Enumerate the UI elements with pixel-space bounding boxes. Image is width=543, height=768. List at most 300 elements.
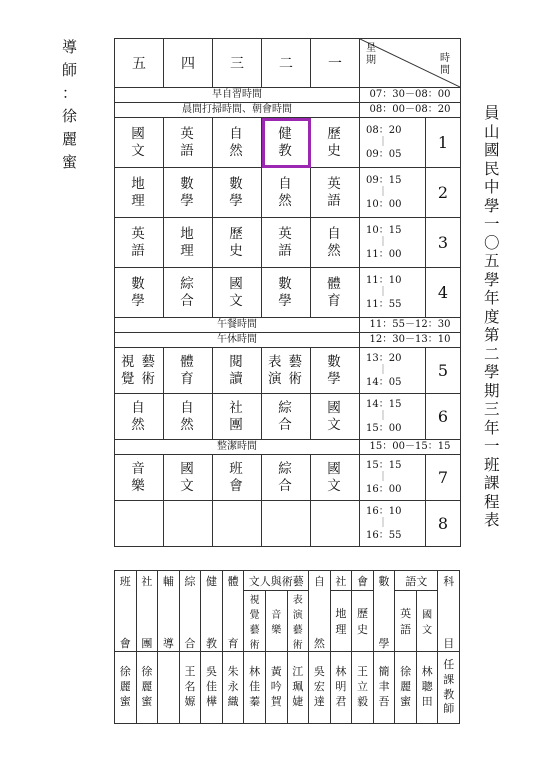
subject-char: 語 bbox=[278, 242, 294, 259]
band-morning-clean: 晨間打掃時間、朝會時間 08：00－08：20 bbox=[115, 103, 461, 118]
day-header-thu: 四 bbox=[164, 39, 213, 88]
teacher-char: 麗 bbox=[141, 680, 153, 694]
teacher-char: 徐 bbox=[119, 665, 131, 679]
teacher-name bbox=[438, 652, 460, 724]
homeroom-teacher-label bbox=[62, 40, 77, 178]
period-row-2 bbox=[115, 168, 461, 218]
teacher-name bbox=[244, 652, 266, 724]
subject-char: 學 bbox=[180, 192, 196, 209]
subject-char: 數 bbox=[180, 175, 196, 192]
vertical-char: 音 bbox=[271, 610, 282, 621]
schedule-cell bbox=[311, 348, 360, 394]
period-end: 14：05 bbox=[366, 376, 402, 388]
title-char: ： bbox=[62, 84, 78, 102]
subject-char: 合 bbox=[278, 477, 294, 494]
subject-char: 史 bbox=[229, 242, 245, 259]
subject-group bbox=[330, 571, 352, 591]
subject-group-label: 會 bbox=[356, 574, 368, 588]
teacher-name bbox=[136, 652, 158, 724]
title-char: 五 bbox=[484, 252, 500, 270]
teacher-char: 婕 bbox=[292, 694, 304, 708]
subject-char: 讀 bbox=[229, 370, 245, 387]
vertical-char: 地 bbox=[335, 607, 347, 620]
teacher-name bbox=[115, 652, 137, 724]
period-start: 13：20 bbox=[366, 352, 402, 364]
teacher-char: 名 bbox=[184, 680, 196, 694]
schedule-cell bbox=[311, 501, 360, 547]
subject-char: 視 bbox=[121, 353, 137, 370]
teacher-char: 師 bbox=[443, 702, 455, 716]
schedule-title bbox=[484, 106, 500, 532]
subject-group-label: 社 bbox=[335, 574, 347, 588]
title-char: 〇 bbox=[484, 233, 500, 252]
subject-char: 自 bbox=[278, 175, 294, 192]
subject-column bbox=[121, 354, 137, 388]
subject-group bbox=[395, 571, 438, 591]
period-number: 4 bbox=[426, 268, 461, 318]
subject-char: 教 bbox=[278, 142, 294, 159]
teacher-char: 朱 bbox=[227, 665, 239, 679]
vertical-char: 理 bbox=[335, 623, 347, 636]
subject-top: 班 bbox=[119, 575, 131, 588]
vertical-char: 表 bbox=[292, 595, 303, 606]
subject-header bbox=[115, 571, 137, 652]
subject-char: 綜 bbox=[180, 275, 196, 292]
teacher-char: 麗 bbox=[400, 680, 412, 694]
teacher-char: 王 bbox=[184, 665, 196, 679]
schedule-cell bbox=[262, 168, 311, 218]
period-number: 5 bbox=[426, 348, 461, 394]
subject-char: 歷 bbox=[327, 125, 343, 142]
subject-char: 數 bbox=[229, 175, 245, 192]
subject-bottom: 合 bbox=[184, 637, 196, 650]
schedule-cell bbox=[115, 455, 164, 501]
time-separator: ｜ bbox=[378, 364, 388, 376]
title-char: 中 bbox=[484, 178, 500, 196]
subject-name bbox=[115, 354, 163, 388]
vertical-char: 語 bbox=[400, 623, 412, 636]
period-end: 09：05 bbox=[366, 148, 402, 160]
subject-char: 國 bbox=[180, 460, 196, 477]
period-start: 10：15 bbox=[366, 224, 402, 236]
subject-char: 自 bbox=[131, 399, 147, 416]
teacher-char: 吳 bbox=[206, 665, 218, 679]
schedule-cell bbox=[164, 118, 213, 168]
title-char: 班 bbox=[484, 455, 500, 474]
teacher-name bbox=[158, 652, 180, 724]
vertical-char: 樂 bbox=[271, 625, 282, 636]
period-number: 8 bbox=[426, 501, 461, 547]
subject-char: 地 bbox=[131, 175, 147, 192]
teacher-char: 賀 bbox=[270, 694, 282, 708]
subject-top: 綜 bbox=[184, 575, 196, 588]
subject-char: 自 bbox=[229, 125, 245, 142]
period-row-3 bbox=[115, 218, 461, 268]
subject-top: 體 bbox=[227, 575, 239, 588]
day-header-tue: 二 bbox=[262, 39, 311, 88]
teacher-char: 教 bbox=[443, 687, 455, 701]
period-row-4 bbox=[115, 268, 461, 318]
subject-top: 科 bbox=[443, 575, 455, 588]
subject-column bbox=[268, 354, 284, 388]
time-separator: ｜ bbox=[378, 136, 388, 148]
period-number: 2 bbox=[426, 168, 461, 218]
corner-day-label: 星 期 bbox=[366, 43, 376, 66]
schedule-cell bbox=[213, 168, 262, 218]
period-end: 10：00 bbox=[366, 198, 402, 210]
vertical-char: 視 bbox=[249, 595, 260, 606]
subject-top: 健 bbox=[206, 575, 218, 588]
period-row-6 bbox=[115, 394, 461, 440]
teacher-char: 珮 bbox=[292, 680, 304, 694]
schedule-cell bbox=[213, 394, 262, 440]
period-start: 14：15 bbox=[366, 398, 402, 410]
teacher-char: 吾 bbox=[378, 694, 390, 708]
teacher-char: 達 bbox=[313, 694, 325, 708]
day-header-row bbox=[115, 39, 461, 88]
title-char: 麗 bbox=[62, 130, 78, 148]
subject-char: 術 bbox=[141, 370, 157, 387]
teacher-table bbox=[114, 570, 460, 724]
schedule-cell bbox=[115, 348, 164, 394]
schedule-cell bbox=[213, 218, 262, 268]
teacher-char: 吟 bbox=[270, 680, 282, 694]
time-separator: ｜ bbox=[378, 410, 388, 422]
teacher-char: 黃 bbox=[270, 665, 282, 679]
subject-header bbox=[136, 571, 158, 652]
subject-char: 史 bbox=[327, 142, 343, 159]
subject-top: 數 bbox=[378, 575, 390, 588]
period-end: 11：00 bbox=[366, 248, 402, 260]
schedule-cell bbox=[115, 218, 164, 268]
teacher-name bbox=[330, 652, 352, 724]
teacher-char: 麗 bbox=[119, 680, 131, 694]
subject-char: 社 bbox=[229, 399, 245, 416]
subject-char: 音 bbox=[131, 460, 147, 477]
vertical-text bbox=[417, 606, 438, 636]
teacher-char: 任 bbox=[443, 657, 455, 671]
subject-top: 自 bbox=[313, 575, 325, 588]
subject-char: 語 bbox=[131, 242, 147, 259]
period-time bbox=[360, 348, 426, 394]
subject-sub bbox=[265, 591, 287, 652]
subject-header bbox=[179, 571, 201, 652]
subject-top: 輔 bbox=[162, 575, 174, 588]
period-start: 11：10 bbox=[366, 274, 402, 286]
subject-column bbox=[289, 354, 305, 388]
subject-top: 社 bbox=[141, 575, 153, 588]
title-char: 二 bbox=[484, 344, 500, 363]
band-nap: 午休時間 12：30－13：10 bbox=[115, 333, 461, 348]
time-separator: ｜ bbox=[378, 517, 388, 529]
title-char: 導 bbox=[62, 38, 78, 56]
subject-char: 綜 bbox=[278, 399, 294, 416]
schedule-cell bbox=[213, 455, 262, 501]
schedule-cell bbox=[164, 218, 213, 268]
vertical-text bbox=[331, 605, 352, 637]
title-char: 程 bbox=[484, 492, 500, 511]
subject-header bbox=[222, 571, 244, 652]
period-start: 09：15 bbox=[366, 174, 402, 186]
day-header-fri: 五 bbox=[115, 39, 164, 88]
schedule-cell bbox=[262, 118, 311, 168]
subject-char: 然 bbox=[131, 416, 147, 433]
schedule-cell bbox=[164, 168, 213, 218]
teacher-name bbox=[309, 652, 331, 724]
subject-char: 數 bbox=[327, 353, 343, 370]
subject-char: 自 bbox=[180, 399, 196, 416]
period-time bbox=[360, 168, 426, 218]
title-char: 師 bbox=[62, 61, 78, 79]
schedule-cell bbox=[115, 268, 164, 318]
subject-char: 學 bbox=[278, 292, 294, 309]
teacher-char: 王 bbox=[356, 665, 368, 679]
subject-char: 文 bbox=[327, 477, 343, 494]
teacher-char: 蜜 bbox=[400, 694, 412, 708]
period-start: 16：10 bbox=[366, 505, 402, 517]
subject-char: 然 bbox=[180, 416, 196, 433]
teacher-char: 林 bbox=[249, 665, 261, 679]
subject-char: 術 bbox=[288, 370, 304, 387]
subject-header bbox=[201, 571, 223, 652]
day-header-mon: 一 bbox=[311, 39, 360, 88]
band-tidy: 整潔時間 15：00－15：15 bbox=[115, 440, 461, 455]
period-row-5 bbox=[115, 348, 461, 394]
schedule-cell bbox=[115, 118, 164, 168]
teacher-name bbox=[179, 652, 201, 724]
subject-column bbox=[142, 354, 158, 388]
subject-char: 自 bbox=[327, 225, 343, 242]
teacher-char: 毅 bbox=[356, 694, 368, 708]
time-separator: ｜ bbox=[378, 471, 388, 483]
period-time bbox=[360, 501, 426, 547]
subject-char: 英 bbox=[327, 175, 343, 192]
teacher-char: 課 bbox=[443, 672, 455, 686]
period-number: 3 bbox=[426, 218, 461, 268]
teacher-char: 林 bbox=[421, 665, 433, 679]
teacher-char: 蓁 bbox=[249, 694, 261, 708]
period-number: 7 bbox=[426, 455, 461, 501]
day-header-wed: 三 bbox=[213, 39, 262, 88]
subject-char: 文 bbox=[229, 292, 245, 309]
schedule-cell bbox=[311, 118, 360, 168]
vertical-text bbox=[395, 605, 416, 637]
subject-char: 英 bbox=[131, 225, 147, 242]
subject-char: 學 bbox=[131, 292, 147, 309]
schedule-cell bbox=[262, 394, 311, 440]
subject-char: 文 bbox=[327, 416, 343, 433]
vertical-text bbox=[244, 591, 265, 651]
teacher-name bbox=[265, 652, 287, 724]
teacher-name bbox=[352, 652, 374, 724]
title-char: 年 bbox=[484, 289, 500, 307]
subject-char: 英 bbox=[278, 225, 294, 242]
subject-char: 國 bbox=[229, 275, 245, 292]
schedule-cell bbox=[262, 455, 311, 501]
subject-char: 合 bbox=[180, 292, 196, 309]
subject-char: 閱 bbox=[229, 353, 245, 370]
subject-char: 英 bbox=[180, 125, 196, 142]
teacher-char: 吳 bbox=[313, 665, 325, 679]
subject-char: 覺 bbox=[121, 370, 137, 387]
subject-sub bbox=[416, 591, 438, 652]
title-char: 年 bbox=[484, 418, 500, 437]
title-char: 員 bbox=[484, 104, 500, 122]
subject-char: 育 bbox=[327, 292, 343, 309]
subject-char: 然 bbox=[278, 192, 294, 209]
title-char: 期 bbox=[484, 381, 500, 400]
teacher-name bbox=[395, 652, 417, 724]
period-start: 08：20 bbox=[366, 124, 402, 136]
teacher-char: 佳 bbox=[249, 680, 261, 694]
subject-char: 國 bbox=[327, 460, 343, 477]
subject-char: 然 bbox=[327, 242, 343, 259]
subject-char: 理 bbox=[180, 242, 196, 259]
schedule-cell bbox=[311, 218, 360, 268]
period-time bbox=[360, 118, 426, 168]
period-row-7 bbox=[115, 455, 461, 501]
schedule-cell bbox=[164, 501, 213, 547]
subject-char: 體 bbox=[327, 275, 343, 292]
vertical-text bbox=[266, 606, 287, 636]
schedule-cell bbox=[311, 394, 360, 440]
subject-char: 健 bbox=[278, 125, 294, 142]
title-char: 課 bbox=[484, 474, 500, 492]
subject-char: 地 bbox=[180, 225, 196, 242]
subject-char: 學 bbox=[327, 370, 343, 387]
title-char: 民 bbox=[484, 159, 500, 178]
title-char: 徐 bbox=[62, 107, 78, 125]
teacher-char: 君 bbox=[335, 694, 347, 708]
schedule-cell bbox=[115, 501, 164, 547]
teacher-char: 嫄 bbox=[184, 694, 196, 708]
schedule-cell bbox=[164, 268, 213, 318]
band-morning-study: 早自習時間 07：30－08：00 bbox=[115, 88, 461, 103]
teacher-char: 織 bbox=[227, 694, 239, 708]
subject-char: 語 bbox=[327, 192, 343, 209]
title-char: 學 bbox=[484, 363, 500, 381]
time-separator: ｜ bbox=[378, 236, 388, 248]
subject-bottom: 團 bbox=[141, 637, 153, 650]
subject-header bbox=[373, 571, 395, 652]
time-separator: ｜ bbox=[378, 186, 388, 198]
subject-bottom: 育 bbox=[227, 637, 239, 650]
vertical-char: 藝 bbox=[249, 625, 260, 636]
schedule-cell bbox=[164, 455, 213, 501]
title-char: 度 bbox=[484, 307, 500, 326]
vertical-char: 藝 bbox=[292, 625, 303, 636]
band-lunch: 午餐時間 11：55－12：30 bbox=[115, 318, 461, 333]
teacher-char: 蜜 bbox=[141, 694, 153, 708]
corner-time-label: 時 間 bbox=[440, 53, 450, 76]
teacher-name bbox=[416, 652, 438, 724]
teacher-char: 佳 bbox=[206, 680, 218, 694]
teacher-char: 聰 bbox=[421, 680, 433, 694]
subject-bottom: 教 bbox=[206, 637, 218, 650]
period-end: 15：00 bbox=[366, 422, 402, 434]
schedule-cell bbox=[213, 118, 262, 168]
teacher-char: 明 bbox=[335, 680, 347, 694]
subject-sub bbox=[244, 591, 266, 652]
title-char: 學 bbox=[484, 196, 500, 215]
teacher-char: 聿 bbox=[378, 680, 390, 694]
schedule-cell bbox=[213, 501, 262, 547]
teacher-name bbox=[222, 652, 244, 724]
subject-header bbox=[158, 571, 180, 652]
subject-char: 國 bbox=[131, 125, 147, 142]
title-char: 第 bbox=[484, 326, 500, 344]
vertical-char: 術 bbox=[292, 640, 303, 651]
subject-char: 然 bbox=[229, 142, 245, 159]
period-row-1 bbox=[115, 118, 461, 168]
schedule-cell bbox=[213, 268, 262, 318]
subject-char: 語 bbox=[180, 142, 196, 159]
subject-char: 學 bbox=[229, 192, 245, 209]
time-separator: ｜ bbox=[378, 286, 388, 298]
subject-name bbox=[262, 354, 310, 388]
header-corner bbox=[360, 39, 461, 88]
subject-char: 文 bbox=[180, 477, 196, 494]
vertical-char: 歷 bbox=[356, 607, 368, 620]
subject-group-arts: 文人與術藝 bbox=[244, 571, 309, 591]
vertical-char: 英 bbox=[400, 607, 412, 620]
period-end: 11：55 bbox=[366, 298, 402, 310]
teacher-char: 蜜 bbox=[119, 694, 131, 708]
teacher-char: 林 bbox=[335, 665, 347, 679]
teacher-char: 江 bbox=[292, 665, 304, 679]
subject-char: 國 bbox=[327, 399, 343, 416]
teacher-char: 田 bbox=[421, 694, 433, 708]
subject-group bbox=[352, 571, 374, 591]
vertical-char: 史 bbox=[356, 623, 368, 636]
vertical-char: 國 bbox=[422, 610, 433, 621]
period-end: 16：00 bbox=[366, 483, 402, 495]
vertical-char: 術 bbox=[249, 640, 260, 651]
teacher-char: 簡 bbox=[378, 665, 390, 679]
subject-char: 理 bbox=[131, 192, 147, 209]
subject-header bbox=[309, 571, 331, 652]
title-char: 國 bbox=[484, 141, 500, 159]
subject-sub bbox=[330, 591, 352, 652]
subject-char: 班 bbox=[229, 460, 245, 477]
subject-sub bbox=[352, 591, 374, 652]
vertical-char: 覺 bbox=[249, 610, 260, 621]
teacher-name bbox=[373, 652, 395, 724]
schedule-cell bbox=[213, 348, 262, 394]
schedule-cell bbox=[311, 455, 360, 501]
subject-char: 體 bbox=[180, 353, 196, 370]
title-char: 一 bbox=[484, 437, 500, 455]
subject-bottom: 然 bbox=[313, 637, 325, 650]
period-start: 15：15 bbox=[366, 459, 402, 471]
schedule-cell bbox=[164, 394, 213, 440]
subject-char: 樂 bbox=[131, 477, 147, 494]
subject-char: 綜 bbox=[278, 460, 294, 477]
vertical-text bbox=[288, 591, 309, 651]
period-number: 1 bbox=[426, 118, 461, 168]
subject-char: 合 bbox=[278, 416, 294, 433]
subject-bottom: 會 bbox=[119, 637, 131, 650]
teacher-name bbox=[201, 652, 223, 724]
vertical-text bbox=[352, 605, 373, 637]
subject-char: 團 bbox=[229, 416, 245, 433]
title-char: 表 bbox=[484, 511, 500, 529]
schedule-cell bbox=[262, 268, 311, 318]
period-row-8 bbox=[115, 501, 461, 547]
subject-bottom: 學 bbox=[378, 637, 390, 650]
teacher-char: 徐 bbox=[141, 665, 153, 679]
subject-char: 會 bbox=[229, 477, 245, 494]
